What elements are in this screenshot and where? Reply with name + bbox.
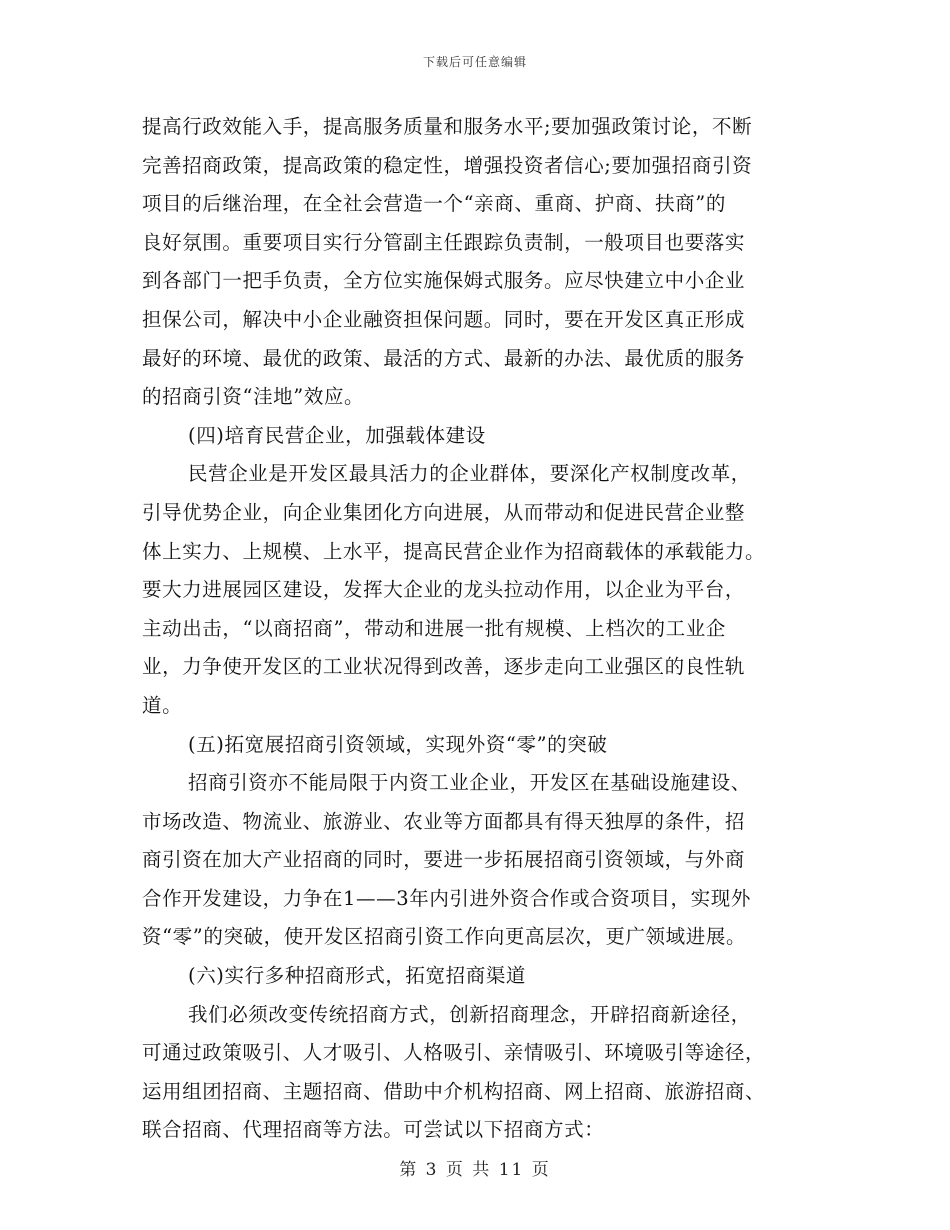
body-line: 市场改造、物流业、旅游业、农业等方面都具有得天独厚的条件，招 xyxy=(142,809,746,833)
section-heading: (四)培育民营企业，加强载体建设 xyxy=(188,423,486,447)
page-number: 第 3 页 共 11 页 xyxy=(399,1160,551,1180)
body-line: 良好氛围。重要项目实行分管副主任跟踪负责制，一般项目也要落实 xyxy=(142,230,746,254)
body-line: 道。 xyxy=(142,693,183,717)
body-line: 商引资在加大产业招商的同时，要进一步拓展招商引资领域，与外商 xyxy=(142,848,746,872)
section-heading: (六)实行多种招商形式，拓宽招商渠道 xyxy=(188,964,527,988)
body-line: 要大力进展园区建设，发挥大企业的龙头拉动作用，以企业为平台， xyxy=(142,578,746,602)
body-line: 资“零”的突破，使开发区招商引资工作向更高层次，更广领域进展。 xyxy=(142,925,747,949)
body-line: 联合招商、代理招商等方法。可尝试以下招商方式： xyxy=(142,1118,605,1142)
body-line: 民营企业是开发区最具活力的企业群体，要深化产权制度改革， xyxy=(188,462,751,486)
body-line: 担保公司，解决中小企业融资担保问题。同时，要在开发区真正形成 xyxy=(142,307,746,331)
body-line: 我们必须改变传统招商方式，创新招商理念，开辟招商新途径， xyxy=(188,1002,751,1026)
body-line: 完善招商政策，提高政策的稳定性，增强投资者信心;要加强招商引资 xyxy=(142,153,753,177)
body-line: 项目的后继治理，在全社会营造一个“亲商、重商、护商、扶商”的 xyxy=(142,192,726,216)
body-line: 引导优势企业，向企业集团化方向进展，从而带动和促进民营企业整 xyxy=(142,500,746,524)
page-header: 下载后可任意编辑 xyxy=(422,55,527,69)
body-line: 可通过政策吸引、人才吸引、人格吸引、亲情吸引、环境吸引等途径， xyxy=(142,1041,766,1065)
body-line: 合作开发建设，力争在1——3年内引进外资合作或合资项目，实现外 xyxy=(142,886,751,910)
body-line: 最好的环境、最优的政策、最活的方式、最新的办法、最优质的服务 xyxy=(142,346,746,370)
document-body xyxy=(142,108,802,1150)
body-line: 提高行政效能入手，提高服务质量和服务水平;要加强政策讨论，不断 xyxy=(142,115,753,138)
body-line: 体上实力、上规模、上水平，提高民营企业作为招商载体的承载能力。 xyxy=(142,539,766,563)
section-heading: (五)拓宽展招商引资领域，实现外资“零”的突破 xyxy=(188,732,608,756)
body-line: 运用组团招商、主题招商、借助中介机构招商、网上招商、旅游招商、 xyxy=(142,1079,766,1103)
body-line: 到各部门一把手负责，全方位实施保姆式服务。应尽快建立中小企业 xyxy=(142,269,746,293)
body-line: 招商引资亦不能局限于内资工业企业，开发区在基础设施建设、 xyxy=(188,771,751,795)
body-line: 的招商引资“洼地”效应。 xyxy=(142,385,365,409)
body-line: 业，力争使开发区的工业状况得到改善，逐步走向工业强区的良性轨 xyxy=(142,655,746,679)
body-line: 主动出击，“以商招商”，带动和进展一批有规模、上档次的工业企 xyxy=(142,616,726,640)
